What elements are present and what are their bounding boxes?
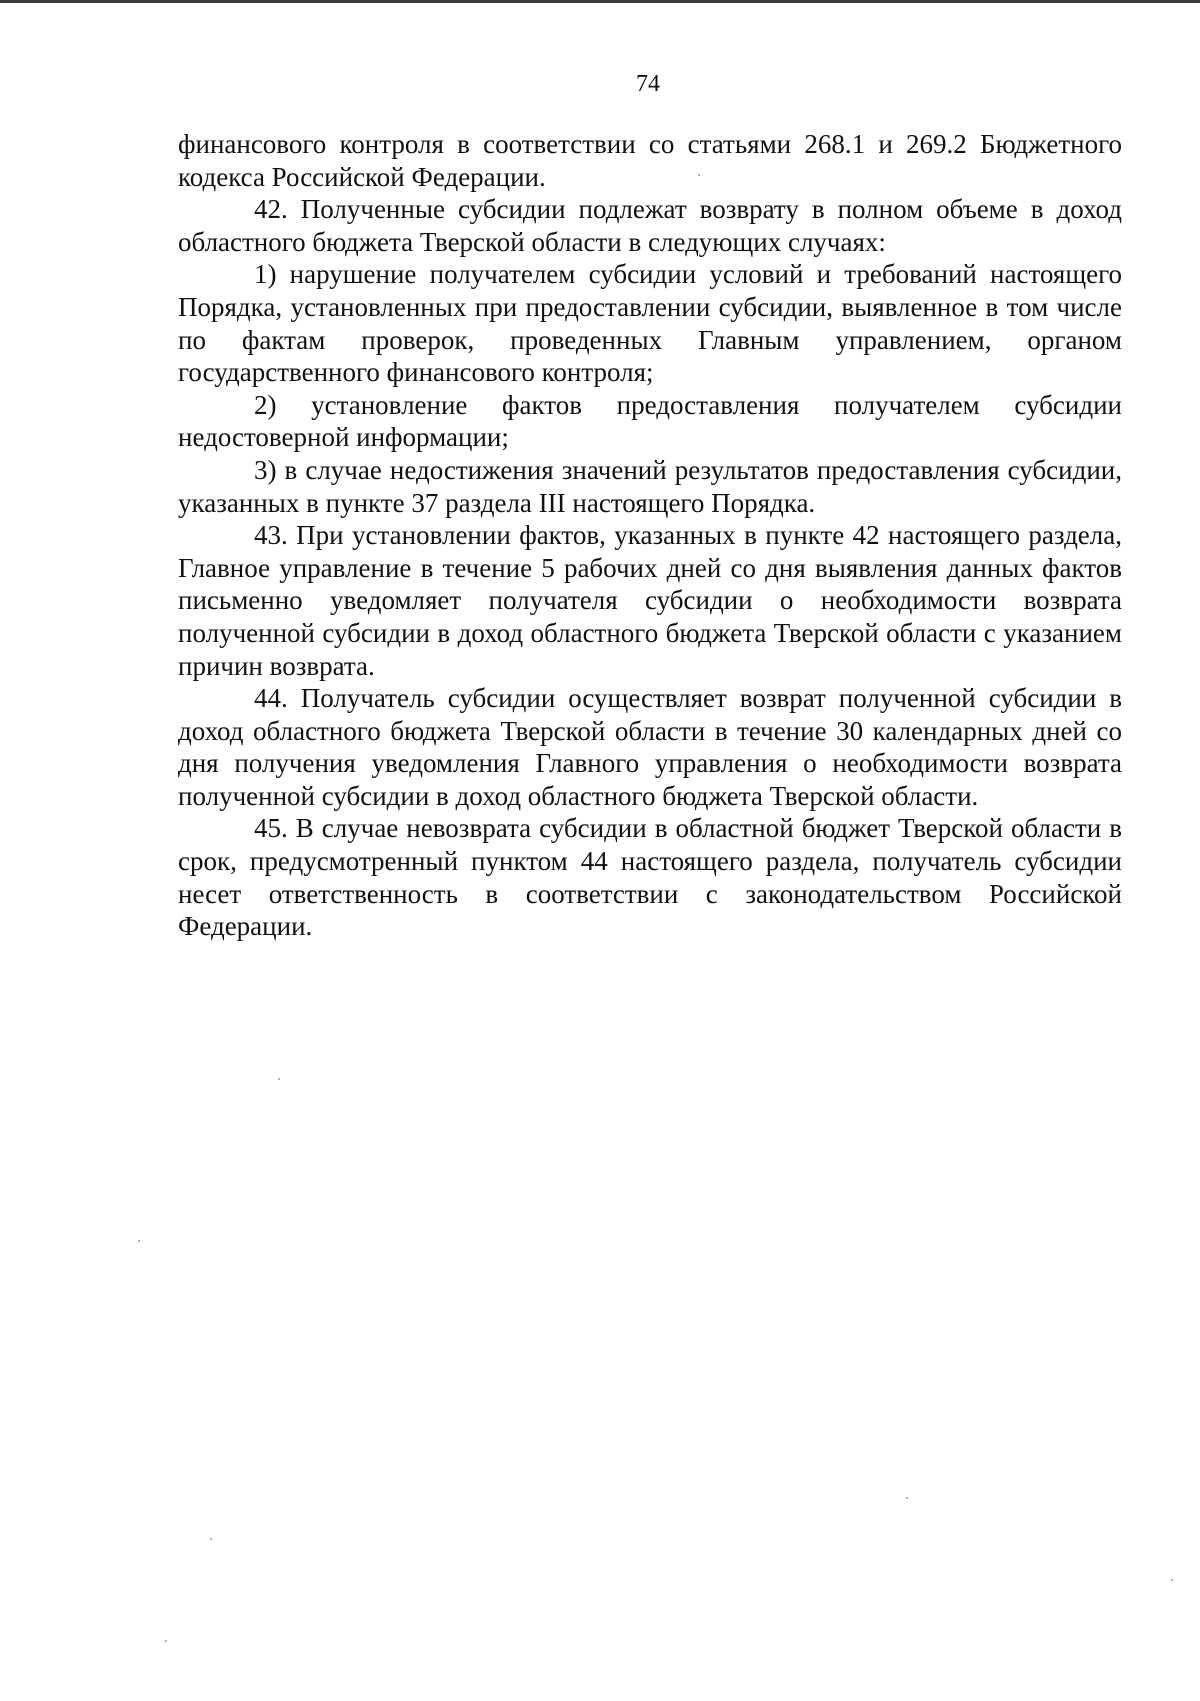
scan-speck — [138, 1240, 140, 1242]
paragraph-subitem-2: 2) установление фактов предоставления получателем субсидии недостоверной информации; — [178, 389, 1122, 453]
scan-speck — [698, 174, 700, 176]
document-body — [178, 128, 1122, 943]
paragraph-item-45: 45. В случае невозврата субсидии в областной бюджет Тверской области в срок, предусмотренный пунктом 44 настоящего раздела, получатель субсидии несет ответственность в соответствии с законодательством Российской Федерации. — [178, 813, 1122, 942]
paragraph-subitem-1: 1) нарушение получателем субсидии условий и требований настоящего Порядка, установленных при предоставлении субсидии, выявленное в том числе по фактам проверок, проведенных Главным управлением, органом государственного финансового контроля; — [178, 259, 1122, 388]
page-number: 74 — [636, 71, 660, 97]
scan-speck — [906, 1497, 908, 1499]
scan-speck — [210, 1538, 212, 1540]
paragraph-continuation: финансового контроля в соответствии со статьями 268.1 и 269.2 Бюджетного кодекса Российской Федерации. — [178, 129, 1122, 192]
paragraph-item-42: 42. Полученные субсидии подлежат возврату в полном объеме в доход областного бюджета Тверской области в следующих случаях: — [178, 194, 1122, 257]
scan-speck — [278, 1078, 280, 1080]
paragraph-subitem-3: 3) в случае недостижения значений результатов предоставления субсидии, указанных в пункте 37 раздела III настоящего Порядка. — [178, 454, 1122, 518]
paragraph-item-43: 43. При установлении фактов, указанных в пункте 42 настоящего раздела, Главное управление в течение 5 рабочих дней со дня выявления данных фактов письменно уведомляет получателя субсидии о необходимости возврата полученной субсидии в доход областного бюджета Тверской области с указанием причин возврата. — [178, 520, 1122, 681]
scan-speck — [165, 1640, 167, 1642]
paragraph-item-44: 44. Получатель субсидии осуществляет возврат полученной субсидии в доход областного бюджета Тверской области в течение 30 календарных дней со дня получения уведомления Главного управления о необходимости возврата полученной субсидии в доход областного бюджета Тверской области. — [178, 683, 1122, 811]
scan-speck — [1171, 1579, 1173, 1581]
